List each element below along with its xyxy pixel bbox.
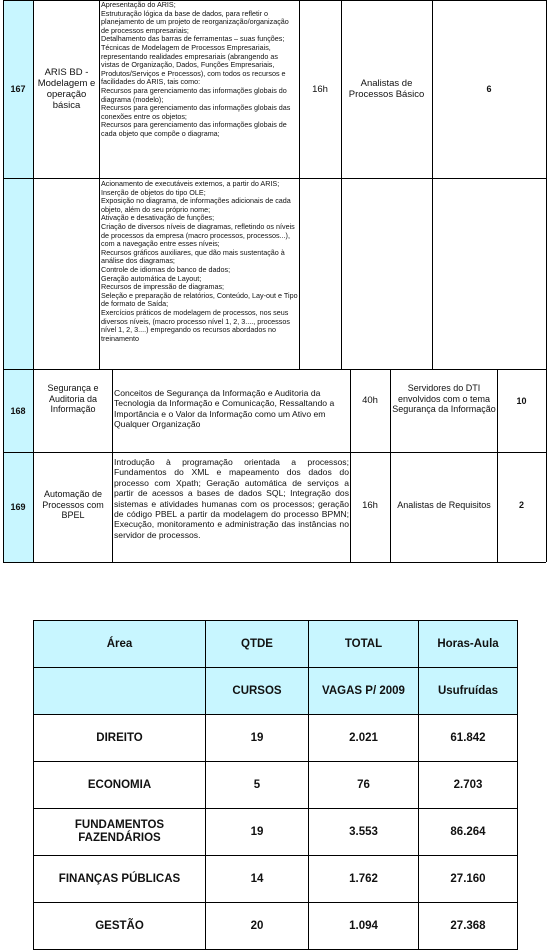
header-total: TOTAL xyxy=(309,621,419,668)
summary-header-row xyxy=(34,668,518,715)
row-number: 168 xyxy=(10,405,26,416)
table-row xyxy=(34,715,518,762)
area-cell: FINANÇAS PÚBLICAS xyxy=(34,856,206,903)
course-content: Introdução à programação orientada a processos; Fundamentos do XML e mapeamento dos dados do processo com Xpath; Geração automática de serviços a partir de acessos a bases de dados SQL; Integração dos sistemas e atividades humanas com os processos; geração de código PBEL a partir da modelagem do processo BPMN; Execução, monitoramento e administração das instâncias no servidor de processos. xyxy=(114,457,349,540)
vagas-cell: 3.553 xyxy=(309,809,419,856)
area-cell: ECONOMIA xyxy=(34,762,206,809)
summary-table xyxy=(33,620,518,950)
cursos-cell: 5 xyxy=(206,762,309,809)
row-number: 167 xyxy=(10,84,26,94)
cursos-cell: 14 xyxy=(206,856,309,903)
table-row xyxy=(34,903,518,950)
horas-cell: 27.368 xyxy=(419,903,518,950)
course-audience: Servidores do DTI envolvidos com o tema Segurança da Informação xyxy=(392,383,496,415)
horas-cell: 27.160 xyxy=(419,856,518,903)
course-audience: Analistas de Processos Básico xyxy=(348,78,425,100)
area-cell: DIREITO xyxy=(34,715,206,762)
course-content: Conceitos de Segurança da Informação e Auditoria da Tecnologia da Informação e Comunicação, Ressaltando a Importância e o Valor da Informação como um Ativo em Qualquer Organização xyxy=(114,388,335,430)
course-content: Acionamento de executáveis externos, a partir do ARIS; Inserção de objetos do tipo OLE; Exposição no diagrama, de informações adicionais de cada objeto, além do seu próprio nome; Ativação e desativação de funções; Criação de diversos níveis de diagramas, refletindo os níveis de processos da empresa (macro processos, processos...), com a navegação entre esses níveis; Recursos gráficos auxiliares, que dão mais sustentação à análise dos diagramas; Controle de idiomas do banco de dados; Geração automática de Layout; Recursos de impressão de diagramas; Seleção e preparação de relatórios, Conteúdo, Lay-out e Tipo de formato de Saída; Exercícios práticos de modelagem de processos, nos seus diversos níveis, (macro processo nível 1, 2, 3...., processos nível 1, 2, 3....) empregando os recursos abordados no treinamento xyxy=(101,180,298,343)
table-row xyxy=(34,762,518,809)
course-content: Apresentação do ARIS; Estruturação lógica da base de dados, para refletir o planejamento de um projeto de reorganização/organização de processos empresariais; Detalhamento das barras de ferramentas – suas funções; Técnicas de Modelagem de Processos Empresariais, representando realidades empresariais (abrangendo as vistas de Organização, Dados, Funções Empresariais, Produtos/Serviços e Processos), com todos os recursos e facilidades do ARIS, tais como: Recursos para gerenciamento das informações globais do diagrama (modelo); Recursos para gerenciamento das informações globais das conexões entre os objetos; Recursos para gerenciamento das informações globais de cada objeto que compõe o diagrama; xyxy=(101,1,291,138)
row-number: 169 xyxy=(10,502,26,512)
summary-header-row xyxy=(34,621,518,668)
horas-cell: 86.264 xyxy=(419,809,518,856)
vagas-cell: 1.094 xyxy=(309,903,419,950)
area-cell: GESTÃO xyxy=(34,903,206,950)
course-audience: Analistas de Requisitos xyxy=(397,499,491,510)
header-usufruidas: Usufruídas xyxy=(419,668,518,715)
course-hours: 40h xyxy=(362,395,378,406)
header-cursos: CURSOS xyxy=(206,668,309,715)
course-vacancies: 6 xyxy=(486,84,492,94)
vagas-cell: 2.021 xyxy=(309,715,419,762)
header-vagas: VAGAS P/ 2009 xyxy=(309,668,419,715)
vagas-cell: 76 xyxy=(309,762,419,809)
header-horas-aula: Horas-Aula xyxy=(419,621,518,668)
course-title: ARIS BD - Modelagem e operação básica xyxy=(37,67,96,111)
area-cell: FUNDAMENTOS FAZENDÁRIOS xyxy=(34,809,206,856)
table-row xyxy=(34,856,518,903)
course-title: Segurança e Auditoria da Informação xyxy=(47,383,99,415)
horas-cell: 61.842 xyxy=(419,715,518,762)
header-area-sub xyxy=(34,668,206,715)
course-vacancies: 2 xyxy=(518,500,524,510)
course-hours: 16h xyxy=(312,83,328,95)
horas-cell: 2.703 xyxy=(419,762,518,809)
course-hours: 16h xyxy=(362,499,378,511)
table-row xyxy=(34,809,518,856)
header-qtde: QTDE xyxy=(206,621,309,668)
course-vacancies: 10 xyxy=(516,395,527,406)
cursos-cell: 19 xyxy=(206,809,309,856)
course-title: Automação de Processos com BPEL xyxy=(42,489,104,521)
header-area: Área xyxy=(34,621,206,668)
cursos-cell: 19 xyxy=(206,715,309,762)
cursos-cell: 20 xyxy=(206,903,309,950)
vagas-cell: 1.762 xyxy=(309,856,419,903)
